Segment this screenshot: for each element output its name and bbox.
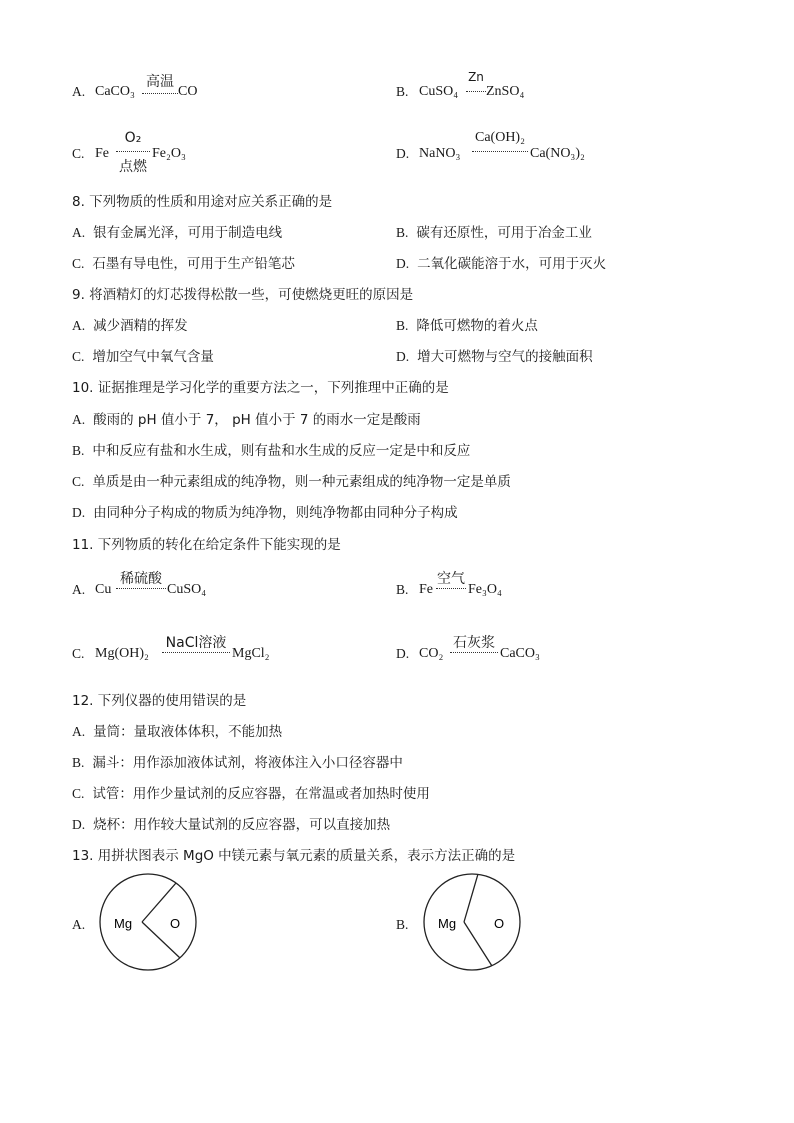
condition-above: 空气 — [437, 571, 465, 587]
q10-option-a[interactable] — [72, 411, 421, 429]
option-letter: A. — [72, 318, 86, 333]
option-text: 减少酒精的挥发 — [93, 318, 188, 334]
option-text: 酸雨的 pH 值小于 7， pH 值小于 7 的雨水一定是酸雨 — [93, 412, 421, 428]
q12-stem: 12. 下列仪器的使用错误的是 — [72, 693, 247, 709]
pie-chart-a — [98, 872, 202, 976]
q11-option-a[interactable] — [72, 568, 332, 604]
pie-label-o: O — [170, 916, 181, 931]
reactant: NaNO₃ — [419, 146, 461, 161]
product: CO — [178, 84, 198, 99]
reaction-arrow — [436, 588, 466, 589]
reactant: Fe — [95, 146, 109, 161]
q7-option-c[interactable] — [72, 132, 332, 178]
q13-option-a[interactable] — [72, 872, 222, 976]
reaction-arrow — [162, 652, 230, 653]
reaction-arrow — [116, 588, 166, 589]
q11-option-c[interactable] — [72, 632, 332, 668]
reactant: Mg(OH)₂ — [95, 646, 149, 661]
product: ZnSO₄ — [486, 84, 525, 99]
option-letter: B. — [72, 755, 85, 770]
option-letter: B. — [396, 318, 409, 333]
q13-stem: 13. 用拼状图表示 MgO 中镁元素与氧元素的质量关系，表示方法正确的是 — [72, 848, 516, 864]
option-letter: C. — [72, 349, 85, 364]
option-letter: D. — [396, 349, 410, 364]
option-text: 试管：用作少量试剂的反应容器，在常温或者加热时使用 — [92, 786, 430, 802]
q7-option-a[interactable] — [72, 72, 332, 108]
reactant: Fe — [419, 582, 433, 597]
reaction-arrow — [466, 91, 486, 92]
product: Fe₂O₃ — [152, 146, 186, 161]
reaction-arrow — [116, 151, 150, 152]
option-letter: D. — [72, 505, 86, 520]
reaction-arrow — [142, 93, 178, 94]
reactant: CO₂ — [419, 646, 444, 661]
q9-option-b[interactable] — [396, 317, 538, 335]
option-letter: A. — [72, 582, 86, 597]
option-text: 碳有还原性，可用于冶金工业 — [416, 225, 592, 241]
q12-option-b[interactable] — [72, 754, 403, 772]
q12-option-c[interactable] — [72, 785, 430, 803]
option-text: 石墨有导电性，可用于生产铅笔芯 — [92, 256, 295, 272]
condition-above: Ca(OH)₂ — [475, 130, 525, 145]
option-text: 烧杯：用作较大量试剂的反应容器，可以直接加热 — [93, 817, 391, 833]
q7-option-b[interactable] — [396, 72, 656, 108]
option-text: 二氧化碳能溶于水，可用于灭火 — [417, 256, 607, 272]
option-letter: C. — [72, 646, 85, 661]
option-letter: C. — [72, 146, 85, 161]
option-text: 中和反应有盐和水生成，则有盐和水生成的反应一定是中和反应 — [92, 443, 471, 459]
option-letter: D. — [396, 256, 410, 271]
option-text: 增加空气中氧气含量 — [92, 349, 214, 365]
q10-stem: 10. 证据推理是学习化学的重要方法之一，下列推理中正确的是 — [72, 380, 449, 396]
option-letter: D. — [72, 817, 86, 832]
q10-option-d[interactable] — [72, 504, 458, 522]
condition-above: Zn — [468, 70, 484, 84]
option-letter: D. — [396, 146, 410, 161]
product: MgCl₂ — [232, 646, 270, 661]
product: Ca(NO₃)₂ — [530, 146, 585, 161]
q13-option-b[interactable] — [396, 872, 546, 976]
q9-option-d[interactable] — [396, 348, 593, 366]
q8-option-a[interactable] — [72, 224, 282, 242]
option-text: 由同种分子构成的物质为纯净物，则纯净物都由同种分子构成 — [93, 505, 458, 521]
product: CaCO₃ — [500, 646, 540, 661]
option-letter: C. — [72, 474, 85, 489]
pie-divider — [464, 874, 478, 922]
q8-option-d[interactable] — [396, 255, 606, 273]
condition-above: NaCl溶液 — [165, 635, 227, 651]
pie-label-mg: Mg — [114, 916, 133, 931]
reactant: CuSO₄ — [419, 84, 459, 99]
option-text: 增大可燃物与空气的接触面积 — [417, 349, 593, 365]
q8-option-c[interactable] — [72, 255, 295, 273]
option-text: 单质是由一种元素组成的纯净物，则一种元素组成的纯净物一定是单质 — [92, 474, 511, 490]
pie-label-o: O — [494, 916, 505, 931]
condition-above: 石灰浆 — [453, 635, 495, 651]
product: CuSO₄ — [167, 582, 207, 597]
q9-option-a[interactable] — [72, 317, 188, 335]
q12-option-a[interactable] — [72, 723, 282, 741]
q8-option-b[interactable] — [396, 224, 592, 242]
reactant: Cu — [95, 582, 112, 597]
pie-divider — [464, 922, 492, 966]
condition-above: O₂ — [124, 130, 142, 146]
product: Fe₃O₄ — [468, 582, 502, 597]
condition-above: 高温 — [146, 74, 174, 90]
option-letter: A. — [72, 84, 86, 99]
option-letter: B. — [396, 84, 409, 99]
q8-stem: 8. 下列物质的性质和用途对应关系正确的是 — [72, 194, 333, 210]
condition-above: 稀硫酸 — [120, 571, 162, 587]
option-letter: A. — [72, 412, 86, 427]
option-letter: C. — [72, 786, 85, 801]
condition-below: 点燃 — [119, 159, 147, 175]
option-text: 漏斗：用作添加液体试剂，将液体注入小口径容器中 — [92, 755, 403, 771]
q11-stem: 11. 下列物质的转化在给定条件下能实现的是 — [72, 537, 341, 553]
reaction-arrow — [472, 151, 528, 152]
option-text: 量筒：量取液体体积，不能加热 — [93, 724, 283, 740]
option-letter: B. — [396, 917, 409, 932]
q10-option-b[interactable] — [72, 442, 470, 460]
q9-stem: 9. 将酒精灯的灯芯拨得松散一些，可使燃烧更旺的原因是 — [72, 287, 414, 303]
q7-option-d[interactable] — [396, 132, 656, 178]
option-text: 降低可燃物的着火点 — [416, 318, 538, 334]
option-letter: A. — [72, 225, 86, 240]
option-letter: B. — [396, 225, 409, 240]
option-letter: C. — [72, 256, 85, 271]
option-letter: A. — [72, 724, 86, 739]
q10-option-c[interactable] — [72, 473, 511, 491]
option-letter: A. — [72, 917, 86, 932]
q11-option-b[interactable] — [396, 568, 656, 604]
reaction-arrow — [450, 652, 498, 653]
q11-option-d[interactable] — [396, 632, 656, 668]
q9-option-c[interactable] — [72, 348, 214, 366]
option-letter: D. — [396, 646, 410, 661]
option-letter: B. — [396, 582, 409, 597]
option-text: 银有金属光泽，可用于制造电线 — [93, 225, 283, 241]
q12-option-d[interactable] — [72, 816, 390, 834]
option-letter: B. — [72, 443, 85, 458]
reactant: CaCO₃ — [95, 84, 135, 99]
pie-label-mg: Mg — [438, 916, 457, 931]
pie-chart-b — [422, 872, 526, 976]
